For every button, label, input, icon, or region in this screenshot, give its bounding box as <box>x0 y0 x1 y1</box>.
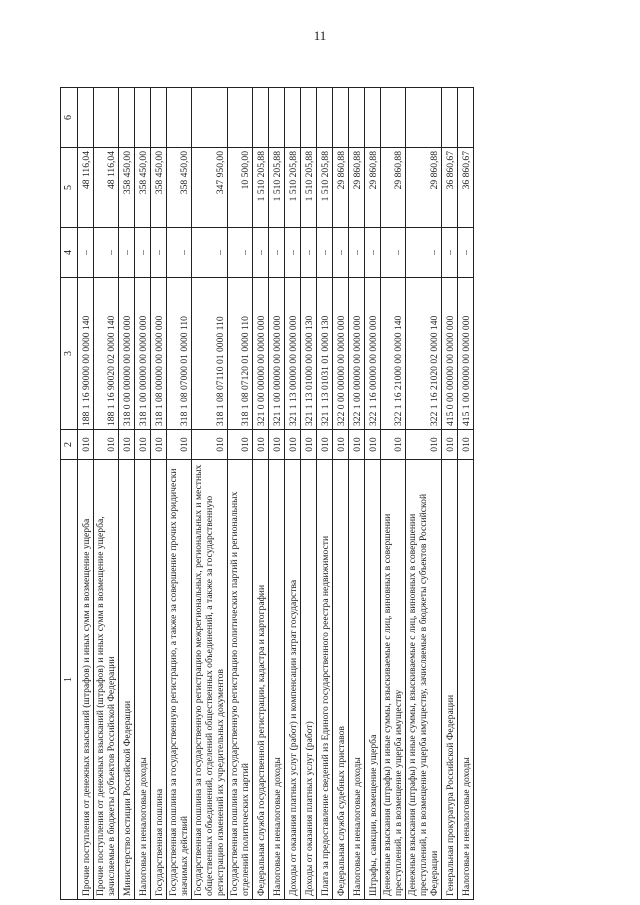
row-col6-cell <box>94 88 119 148</box>
row-col6-cell <box>253 88 269 148</box>
row-col6-cell <box>406 88 442 148</box>
row-code-cell: 010 <box>365 430 381 460</box>
table-header-row <box>61 88 78 900</box>
row-code-cell: 010 <box>192 430 228 460</box>
table-row <box>333 88 349 900</box>
row-col6-cell <box>135 88 151 148</box>
row-kbk-cell: 322 1 16 00000 00 0000 000 <box>365 278 381 430</box>
row-col4-cell: – <box>365 228 381 278</box>
table-row <box>365 88 381 900</box>
table-row <box>228 88 253 900</box>
row-col6-cell <box>301 88 317 148</box>
row-kbk-cell: 318 1 08 07000 01 0000 110 <box>167 278 192 430</box>
row-col4-cell: – <box>78 228 94 278</box>
row-name-cell: Денежные взыскания (штрафы) и иные суммы, взыскиваемые с лиц, виновных в совершении преступлений, и в возмещение ущерба имуществу <box>381 460 406 900</box>
header-cell-kbk: 3 <box>61 278 78 430</box>
row-code-cell: 010 <box>285 430 301 460</box>
header-cell-col6: 6 <box>61 88 78 148</box>
row-name-cell: Министерство юстиции Российской Федерации <box>119 460 135 900</box>
table-row <box>192 88 228 900</box>
row-code-cell: 010 <box>406 430 442 460</box>
row-col4-cell: – <box>94 228 119 278</box>
row-name-cell: Денежные взыскания (штрафы) и иные суммы, взыскиваемые с лиц, виновных в совершении преступлений, и в возмещение ущерба имуществу, зачисляемые в бюджеты субъектов Российской Федерации <box>406 460 442 900</box>
row-col6-cell <box>333 88 349 148</box>
table-row <box>78 88 94 900</box>
row-col4-cell: – <box>192 228 228 278</box>
row-name-cell: Плата за предоставление сведений из Единого государственного реестра недвижимости <box>317 460 333 900</box>
row-col4-cell: – <box>228 228 253 278</box>
row-sum-cell: 36 860,67 <box>458 148 474 228</box>
table-row <box>151 88 167 900</box>
table-row <box>458 88 474 900</box>
row-code-cell: 010 <box>458 430 474 460</box>
row-sum-cell: 48 116,04 <box>78 148 94 228</box>
row-col4-cell: – <box>269 228 285 278</box>
row-col4-cell: – <box>458 228 474 278</box>
header-cell-sum: 5 <box>61 148 78 228</box>
row-kbk-cell: 318 1 08 07120 01 0000 110 <box>228 278 253 430</box>
row-name-cell: Доходы от оказания платных услуг (работ) <box>301 460 317 900</box>
row-sum-cell: 1 510 205,88 <box>285 148 301 228</box>
row-sum-cell: 347 950,00 <box>192 148 228 228</box>
row-name-cell: Налоговые и неналоговые доходы <box>349 460 365 900</box>
header-cell-code: 2 <box>61 430 78 460</box>
row-name-cell: Прочие поступления от денежных взысканий (штрафов) и иных сумм в возмещение ущерба, зачисляемые в бюджеты субъектов Российской Федерации <box>94 460 119 900</box>
page-number: 11 <box>313 28 327 43</box>
row-sum-cell: 10 500,00 <box>228 148 253 228</box>
row-kbk-cell: 321 1 00 00000 00 0000 000 <box>269 278 285 430</box>
revenue-table <box>60 87 474 900</box>
row-col4-cell: – <box>381 228 406 278</box>
row-kbk-cell: 321 1 13 01000 00 0000 130 <box>301 278 317 430</box>
row-col4-cell: – <box>285 228 301 278</box>
row-sum-cell: 29 860,88 <box>381 148 406 228</box>
row-sum-cell: 29 860,88 <box>333 148 349 228</box>
row-kbk-cell: 321 0 00 00000 00 0000 000 <box>253 278 269 430</box>
row-sum-cell: 1 510 205,88 <box>301 148 317 228</box>
row-code-cell: 010 <box>317 430 333 460</box>
table-row <box>253 88 269 900</box>
row-col4-cell: – <box>317 228 333 278</box>
row-col6-cell <box>349 88 365 148</box>
table-row <box>442 88 458 900</box>
row-name-cell: Налоговые и неналоговые доходы <box>135 460 151 900</box>
row-code-cell: 010 <box>167 430 192 460</box>
table-row <box>94 88 119 900</box>
row-sum-cell: 358 450,00 <box>151 148 167 228</box>
row-code-cell: 010 <box>151 430 167 460</box>
row-sum-cell: 1 510 205,88 <box>317 148 333 228</box>
row-sum-cell: 29 860,88 <box>349 148 365 228</box>
row-sum-cell: 1 510 205,88 <box>269 148 285 228</box>
row-sum-cell: 1 510 205,88 <box>253 148 269 228</box>
row-kbk-cell: 322 1 00 00000 00 0000 000 <box>349 278 365 430</box>
row-kbk-cell: 415 0 00 00000 00 0000 000 <box>442 278 458 430</box>
row-code-cell: 010 <box>333 430 349 460</box>
row-kbk-cell: 318 0 00 00000 00 0000 000 <box>119 278 135 430</box>
table-row <box>119 88 135 900</box>
row-code-cell: 010 <box>135 430 151 460</box>
row-col4-cell: – <box>151 228 167 278</box>
row-name-cell: Федеральная служба государственной регистрации, кадастра и картографии <box>253 460 269 900</box>
row-col6-cell <box>192 88 228 148</box>
row-kbk-cell: 188 1 16 90000 00 0000 140 <box>78 278 94 430</box>
row-sum-cell: 358 450,00 <box>167 148 192 228</box>
header-cell-col4: 4 <box>61 228 78 278</box>
header-cell-name: 1 <box>61 460 78 900</box>
row-code-cell: 010 <box>78 430 94 460</box>
row-code-cell: 010 <box>253 430 269 460</box>
row-sum-cell: 358 450,00 <box>119 148 135 228</box>
row-col6-cell <box>269 88 285 148</box>
row-name-cell: Федеральная служба судебных приставов <box>333 460 349 900</box>
row-kbk-cell: 318 1 08 00000 00 0000 000 <box>151 278 167 430</box>
row-kbk-cell: 321 1 13 01031 01 0000 130 <box>317 278 333 430</box>
row-col4-cell: – <box>135 228 151 278</box>
row-code-cell: 010 <box>349 430 365 460</box>
row-col4-cell: – <box>301 228 317 278</box>
row-col6-cell <box>458 88 474 148</box>
row-col4-cell: – <box>333 228 349 278</box>
row-col6-cell <box>151 88 167 148</box>
row-col6-cell <box>365 88 381 148</box>
row-code-cell: 010 <box>381 430 406 460</box>
row-col4-cell: – <box>442 228 458 278</box>
row-name-cell: Государственная пошлина <box>151 460 167 900</box>
row-name-cell: Генеральная прокуратура Российской Федерации <box>442 460 458 900</box>
table-row <box>381 88 406 900</box>
rotated-table-wrapper <box>60 88 600 900</box>
row-col4-cell: – <box>349 228 365 278</box>
row-kbk-cell: 322 0 00 00000 00 0000 000 <box>333 278 349 430</box>
row-kbk-cell: 318 1 08 07110 01 0000 110 <box>192 278 228 430</box>
row-kbk-cell: 188 1 16 90020 02 0000 140 <box>94 278 119 430</box>
row-col6-cell <box>317 88 333 148</box>
row-sum-cell: 29 860,88 <box>406 148 442 228</box>
table-row <box>406 88 442 900</box>
row-col6-cell <box>119 88 135 148</box>
row-name-cell: Штрафы, санкции, возмещение ущерба <box>365 460 381 900</box>
table-row <box>167 88 192 900</box>
row-col6-cell <box>285 88 301 148</box>
row-name-cell: Государственная пошлина за государственную регистрацию, а также за совершение прочих юридически значимых действий <box>167 460 192 900</box>
row-code-cell: 010 <box>228 430 253 460</box>
row-col6-cell <box>167 88 192 148</box>
row-col6-cell <box>78 88 94 148</box>
row-name-cell: Налоговые и неналоговые доходы <box>458 460 474 900</box>
row-code-cell: 010 <box>269 430 285 460</box>
row-col4-cell: – <box>167 228 192 278</box>
row-code-cell: 010 <box>442 430 458 460</box>
row-col4-cell: – <box>119 228 135 278</box>
row-kbk-cell: 322 1 16 21000 00 0000 140 <box>381 278 406 430</box>
row-code-cell: 010 <box>301 430 317 460</box>
row-col4-cell: – <box>406 228 442 278</box>
row-col4-cell: – <box>253 228 269 278</box>
row-sum-cell: 29 860,88 <box>365 148 381 228</box>
row-col6-cell <box>228 88 253 148</box>
table-row <box>349 88 365 900</box>
row-name-cell: Государственная пошлина за государственную регистрацию межрегиональных, региональных и местных общественных объединений, отделений общественных объединений, а также за государственную регистрацию изменений их учредительных документов <box>192 460 228 900</box>
row-kbk-cell: 322 1 16 21020 02 0000 140 <box>406 278 442 430</box>
row-sum-cell: 48 116,04 <box>94 148 119 228</box>
table-row <box>301 88 317 900</box>
row-name-cell: Налоговые и неналоговые доходы <box>269 460 285 900</box>
row-col6-cell <box>442 88 458 148</box>
row-name-cell: Государственная пошлина за государственную регистрацию политических партий и региональных отделений политических партий <box>228 460 253 900</box>
table-row <box>269 88 285 900</box>
row-kbk-cell: 321 1 13 00000 00 0000 000 <box>285 278 301 430</box>
table-row <box>285 88 301 900</box>
row-kbk-cell: 318 1 00 00000 00 0000 000 <box>135 278 151 430</box>
row-sum-cell: 358 450,00 <box>135 148 151 228</box>
row-name-cell: Прочие поступления от денежных взысканий (штрафов) и иных сумм в возмещение ущерба <box>78 460 94 900</box>
table-body <box>78 88 474 900</box>
table-row <box>135 88 151 900</box>
row-sum-cell: 36 860,67 <box>442 148 458 228</box>
row-code-cell: 010 <box>119 430 135 460</box>
row-kbk-cell: 415 1 00 00000 00 0000 000 <box>458 278 474 430</box>
row-code-cell: 010 <box>94 430 119 460</box>
table-row <box>317 88 333 900</box>
row-col6-cell <box>381 88 406 148</box>
row-name-cell: Доходы от оказания платных услуг (работ) и компенсации затрат государства <box>285 460 301 900</box>
